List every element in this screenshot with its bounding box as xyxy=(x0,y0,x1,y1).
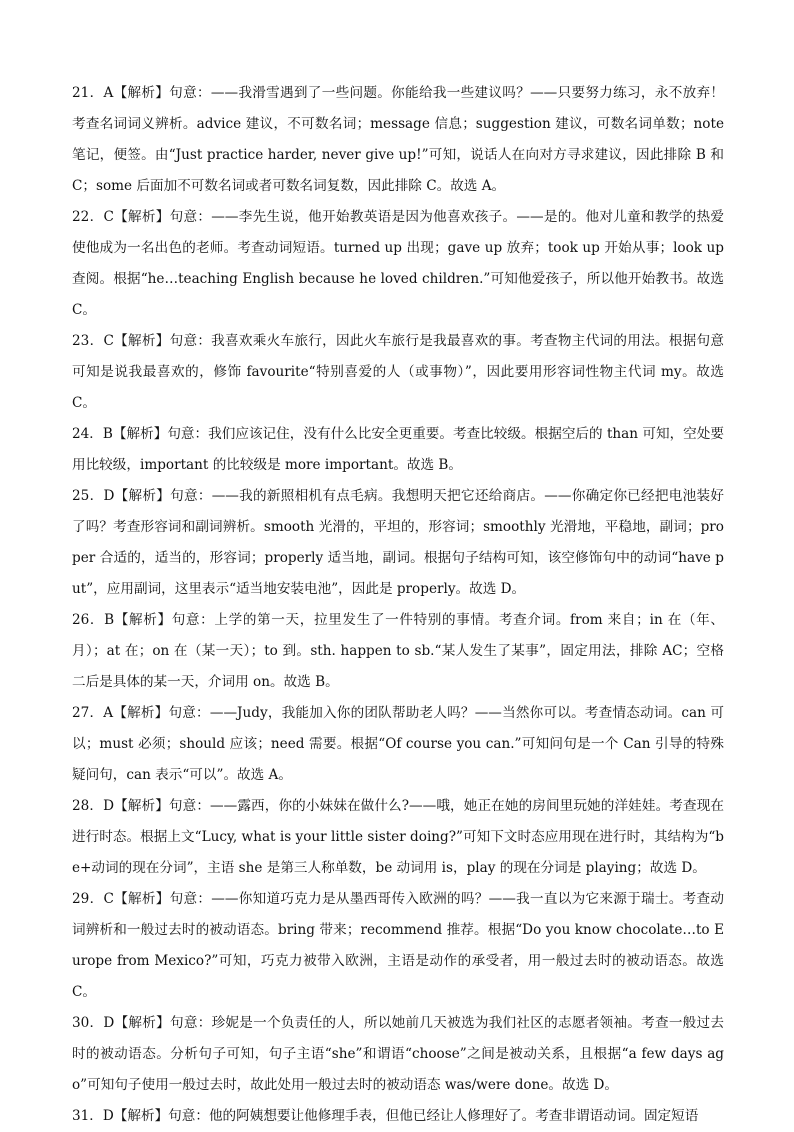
explanation-29: 29．C【解析】句意：——你知道巧克力是从墨西哥传入欧洲的吗？——我一直以为它来源于瑞士。考查动词辨析和一般过去时的被动语态。bring 带来；recommend 推荐。根据“Do you know chocolate…to Europe from Mexico?”可知，巧克力被带入欧洲，主语是动作的承受者，用一般过去时的被动语态。故选 C。 xyxy=(72,891,724,1000)
explanation-30: 30．D【解析】句意：珍妮是一个负责任的人，所以她前几天被选为我们社区的志愿者领袖。考查一般过去时的被动语态。分析句子可知，句子主语“she”和谓语“choose”之间是被动关系，且根据“a few days ago”可知句子使用一般过去时，故此处用一般过去时的被动语态 was/were done。故选 D。 xyxy=(72,1015,724,1093)
answer-explanations xyxy=(72,78,724,1132)
explanation-28: 28．D【解析】句意：——露西，你的小妹妹在做什么?——哦，她正在她的房间里玩她的洋娃娃。考查现在进行时态。根据上文“Lucy, what is your little sister doing?”可知下文时态应用现在进行时，其结构为“be+动词的现在分词”，主语 she 是第三人称单数，be 动词用 is，play 的现在分词是 playing；故选 D。 xyxy=(72,798,724,876)
explanation-24: 24．B【解析】句意：我们应该记住，没有什么比安全更重要。考查比较级。根据空后的 than 可知，空处要用比较级，important 的比较级是 more important。故选 B。 xyxy=(72,426,724,473)
explanation-23: 23．C【解析】句意：我喜欢乘火车旅行，因此火车旅行是我最喜欢的事。考查物主代词的用法。根据句意可知是说我最喜欢的，修饰 favourite“特别喜爱的人（或事物）”，因此要用形容词性物主代词 my。故选 C。 xyxy=(72,333,724,411)
explanation-31: 31．D【解析】句意：他的阿姨想要让他修理手表，但他已经让人修理好了。考查非谓语动词。固定短语 xyxy=(72,1108,699,1124)
explanation-21: 21．A【解析】句意：——我滑雪遇到了一些问题。你能给我一些建议吗？——只要努力练习，永不放弃！考查名词词义辨析。advice 建议，不可数名词；message 信息；suggestion 建议，可数名词单数；note 笔记，便签。由“Just practice harder, never give up!”可知，说话人在向对方寻求建议，因此排除 B 和 C；some 后面加不可数名词或者可数名词复数，因此排除 C。故选 A。 xyxy=(72,85,724,194)
explanation-25: 25．D【解析】句意：——我的新照相机有点毛病。我想明天把它还给商店。——你确定你已经把电池装好了吗？考查形容词和副词辨析。smooth 光滑的，平坦的，形容词；smoothly 光滑地，平稳地，副词；proper 合适的，适当的，形容词；properly 适当地，副词。根据句子结构可知，该空修饰句中的动词“have put”，应用副词，这里表示“适当地安装电池”，因此是 properly。故选 D。 xyxy=(72,488,724,597)
explanation-26: 26．B【解析】句意：上学的第一天，拉里发生了一件特别的事情。考查介词。from 来自；in 在（年、月）；at 在；on 在（某一天）；to 到。sth. happen to sb.“某人发生了某事”，固定用法，排除 AC；空格二后是具体的某一天，介词用 on。故选 B。 xyxy=(72,612,724,690)
explanation-22: 22．C【解析】句意：——李先生说，他开始教英语是因为他喜欢孩子。——是的。他对儿童和教学的热爱使他成为一名出色的老师。考查动词短语。turned up 出现；gave up 放弃；took up 开始从事；look up 查阅。根据“he…teaching English because he loved children.”可知他爱孩子，所以他开始教书。故选 C。 xyxy=(72,209,724,318)
explanation-27: 27．A【解析】句意：——Judy，我能加入你的团队帮助老人吗？——当然你可以。考查情态动词。can 可以；must 必须；should 应该；need 需要。根据“Of course you can.”可知问句是一个 Can 引导的特殊疑问句，can 表示“可以”。故选 A。 xyxy=(72,705,724,783)
